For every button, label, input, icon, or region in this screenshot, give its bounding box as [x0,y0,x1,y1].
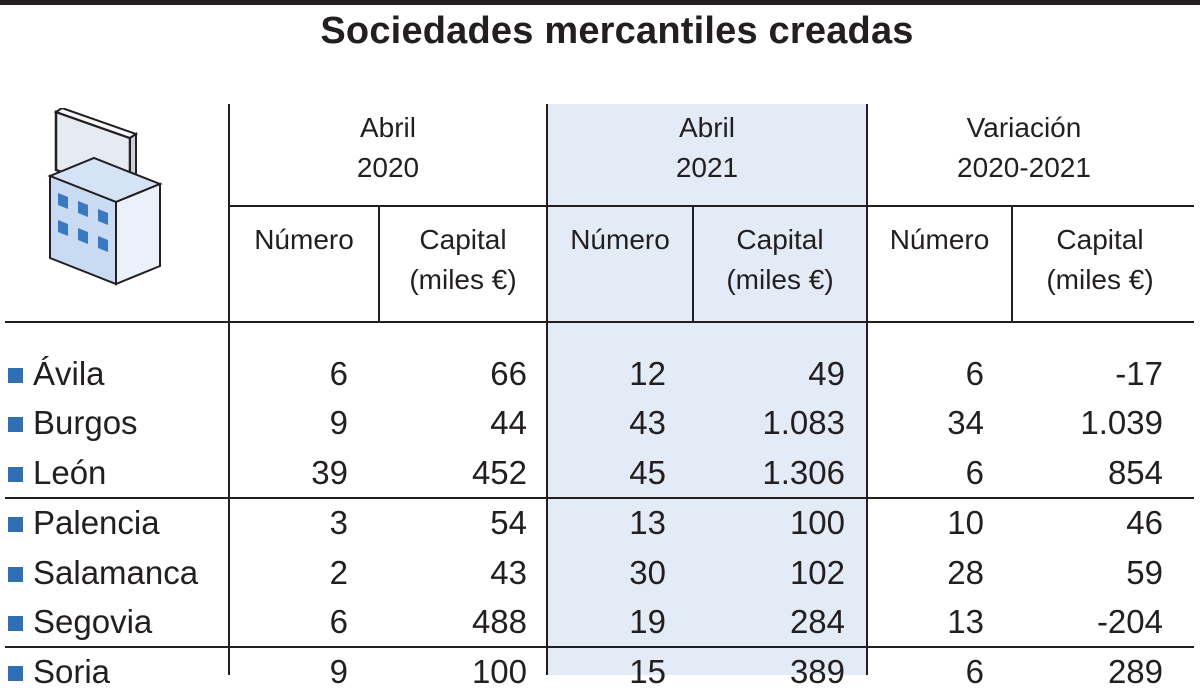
group-header-abril-2020 [230,108,546,188]
table-cell: 1.306 [762,454,845,491]
table-cell: 9 [329,404,348,441]
table-cell: 1.083 [762,404,845,441]
table-cell: 284 [789,603,845,640]
table-cell: 3 [329,504,348,541]
table-cell: 6 [965,653,984,690]
square-bullet-icon [8,567,23,582]
table-cell: 1.039 [1080,404,1163,441]
table-cell: 6 [965,454,984,491]
group-header-line1: Variación [966,112,1082,143]
row-label-text: Salamanca [33,554,199,591]
table-cell: 452 [471,454,527,491]
group-header-line2: 2020-2021 [957,152,1091,183]
header-divider [228,205,1194,207]
building-icon [44,108,169,288]
table-cell: -17 [1115,355,1163,392]
subheader-line1: Capital [736,224,824,255]
group-header-line2: 2021 [675,152,739,183]
table-cell: 6 [965,355,984,392]
group-header-line2: 2020 [356,152,420,183]
chart-title: Sociedades mercantiles creadas [320,10,914,52]
subheader-line2: (miles €) [726,264,834,295]
subheader-capital [1013,220,1187,300]
table-cell: 54 [490,504,527,541]
subheader-line1: Número [889,224,990,255]
subheader-numero [868,220,1011,260]
table-cell: 44 [490,404,527,441]
row-label [8,602,152,642]
row-label [8,652,110,692]
square-bullet-icon [8,467,23,482]
row-label-text: Segovia [33,603,153,640]
subheader-numero [548,220,692,260]
top-rule [0,0,1200,5]
table-cell: 13 [947,603,984,640]
row-label [8,453,106,493]
row-label-text: Soria [33,653,111,690]
table-cell: 59 [1126,554,1163,591]
header-bottom-rule [5,321,1194,323]
group-header-variacion [868,108,1180,188]
table-cell: 45 [629,454,666,491]
group-header-line1: Abril [678,112,735,143]
subheader-line2: (miles €) [409,264,517,295]
square-bullet-icon [8,517,23,532]
table-cell: 6 [329,355,348,392]
table-cell: 19 [629,603,666,640]
table-cell: 289 [1107,653,1163,690]
row-label [8,503,160,543]
row-label [8,403,138,443]
table-cell: 100 [789,504,845,541]
table-cell: 28 [947,554,984,591]
table-cell: 10 [947,504,984,541]
table-cell: -204 [1096,603,1163,640]
table-cell: 15 [629,653,666,690]
table-cell: 389 [789,653,845,690]
subheader-line1: Capital [419,224,507,255]
row-label-text: Burgos [33,404,138,441]
square-bullet-icon [8,368,23,383]
table-cell: 34 [947,404,984,441]
table-cell: 39 [311,454,348,491]
square-bullet-icon [8,666,23,681]
group-header-abril-2021 [548,108,866,188]
table-cell: 12 [629,355,666,392]
table-cell: 30 [629,554,666,591]
subheader-capital [380,220,546,300]
square-bullet-icon [8,417,23,432]
row-group-divider [5,497,1194,499]
row-label-text: Palencia [33,504,160,541]
row-group-divider [5,646,1194,648]
subheader-capital [694,220,866,300]
subheader-line1: Número [254,224,354,255]
table-cell: 6 [329,603,348,640]
table-cell: 100 [471,653,527,690]
subheader-line1: Número [570,224,670,255]
table-cell: 66 [490,355,527,392]
subheader-line2: (miles €) [1046,264,1154,295]
table-cell: 2 [329,554,348,591]
group-header-line1: Abril [359,112,416,143]
subheader-line1: Capital [1056,224,1144,255]
row-label [8,553,198,593]
subheader-numero [230,220,378,260]
table-cell: 102 [789,554,845,591]
table-cell: 9 [329,653,348,690]
table-cell: 43 [490,554,527,591]
square-bullet-icon [8,616,23,631]
row-label-text: León [33,454,107,491]
row-label-text: Ávila [33,355,105,392]
table-cell: 49 [808,355,845,392]
table-cell: 488 [471,603,527,640]
table-cell: 46 [1126,504,1163,541]
row-label [8,354,105,394]
table-cell: 43 [629,404,666,441]
table-cell: 854 [1107,454,1163,491]
table-cell: 13 [629,504,666,541]
